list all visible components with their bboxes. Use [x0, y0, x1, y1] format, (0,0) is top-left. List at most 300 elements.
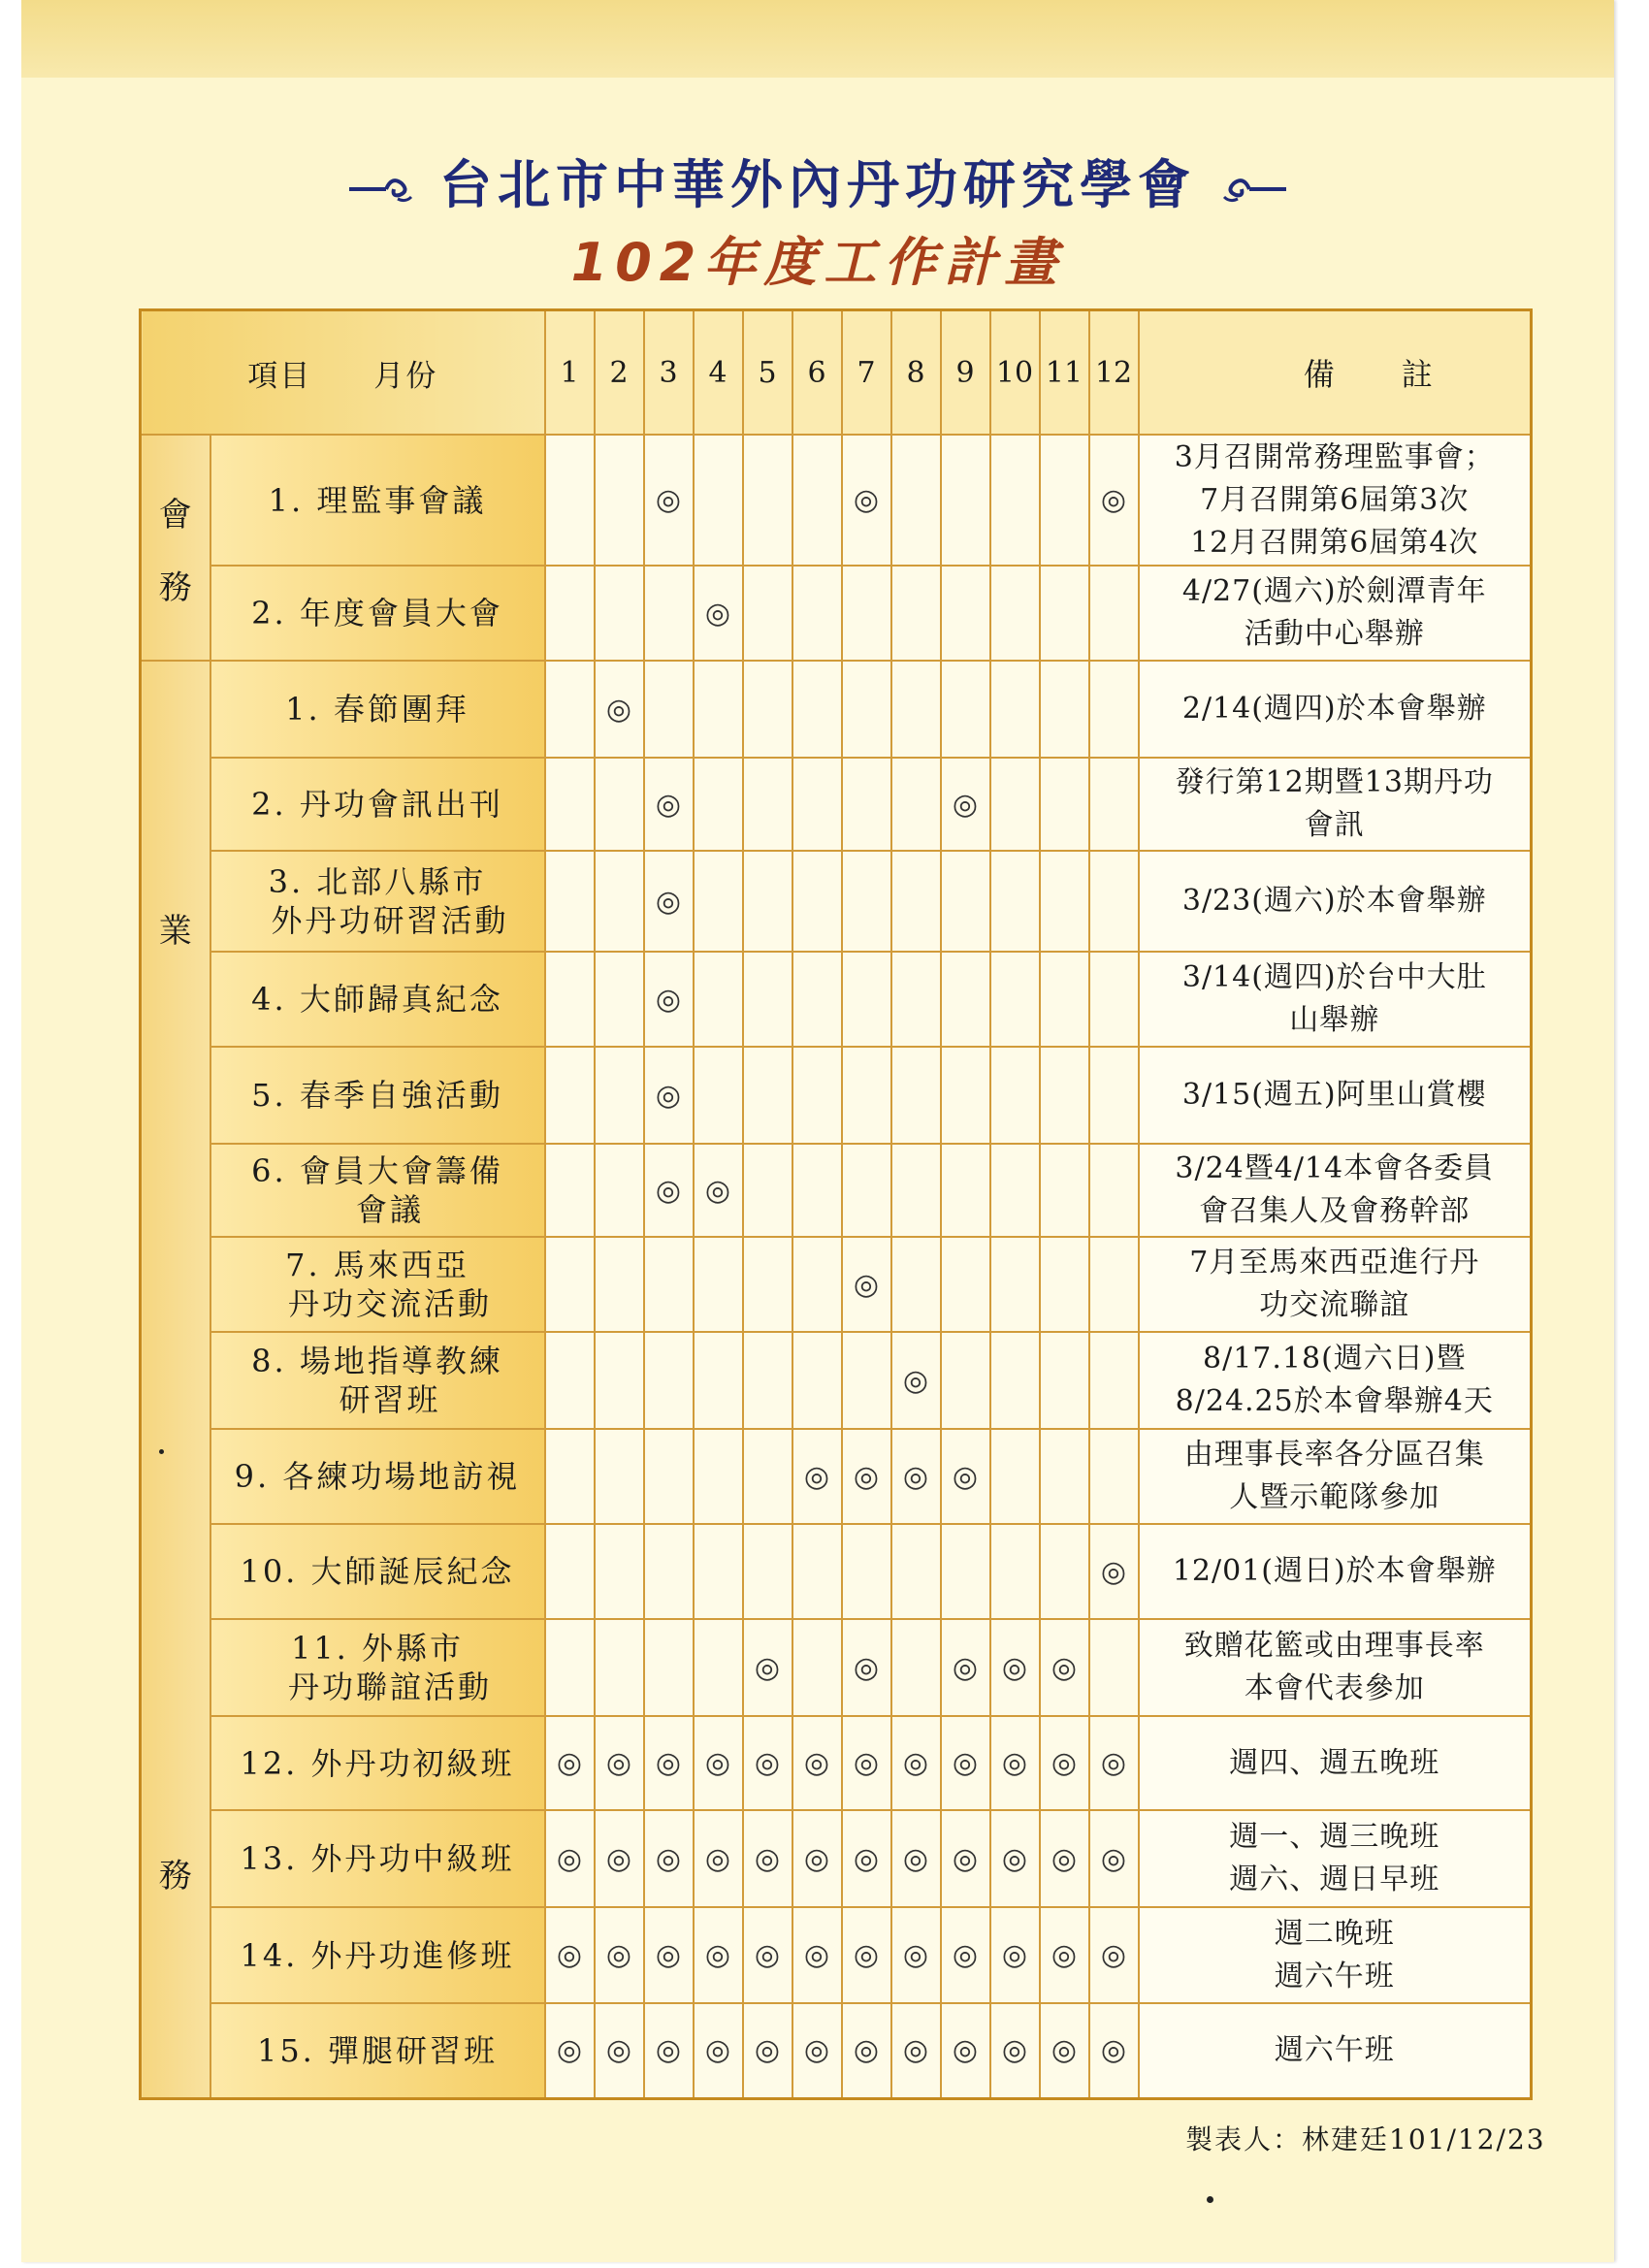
- month-cell-8: [891, 1619, 941, 1716]
- month-cell-5: [743, 1144, 792, 1237]
- month-cell-3: [644, 1810, 694, 1907]
- month-cell-9: [941, 1524, 990, 1619]
- month-cell-4: [694, 1716, 743, 1810]
- note-line: 功交流聯誼: [1259, 1288, 1410, 1322]
- schedule-mark: ◎: [655, 483, 682, 517]
- month-cell-3: [644, 1047, 694, 1144]
- month-cell-12: [1089, 1429, 1139, 1524]
- month-cell-7: [842, 2003, 891, 2098]
- title-text: 台北市中華外內丹功研究學會: [439, 154, 1196, 215]
- month-cell-2: [595, 1716, 644, 1810]
- month-cell-7: [842, 758, 891, 851]
- month-cell-1: [545, 758, 595, 851]
- month-cell-9: [941, 2003, 990, 2098]
- schedule-mark: ◎: [803, 1841, 830, 1876]
- table-row: [141, 2003, 1532, 2098]
- schedule-mark: ◎: [655, 884, 682, 919]
- note-cell: [1139, 1144, 1532, 1237]
- month-cell-9: [941, 661, 990, 758]
- schedule-mark: ◎: [1100, 1938, 1127, 1972]
- month-cell-3: [644, 435, 694, 566]
- note-cell: [1139, 566, 1532, 661]
- schedule-mark: ◎: [1051, 2033, 1078, 2068]
- schedule-mark: ◎: [902, 1938, 929, 1972]
- month-cell-12: [1089, 1524, 1139, 1619]
- month-cell-2: [595, 2003, 644, 2098]
- month-cell-5: [743, 1907, 792, 2003]
- table-row: [141, 1907, 1532, 2003]
- category-huiwu: [141, 435, 210, 661]
- table-maker: 製表人：林建廷101/12/23: [1185, 2123, 1546, 2155]
- item-label-line: 1. 理監事會議: [268, 481, 487, 519]
- month-cell-8: [891, 566, 941, 661]
- schedule-mark: ◎: [655, 787, 682, 822]
- month-cell-10: [990, 2003, 1040, 2098]
- month-cell-7: [842, 1810, 891, 1907]
- document-title: [21, 144, 1614, 218]
- speck-mark: [1207, 2196, 1213, 2203]
- month-cell-11: [1040, 1810, 1089, 1907]
- month-cell-10: [990, 1429, 1040, 1524]
- month-cell-6: [792, 1810, 842, 1907]
- work-plan-body: [141, 435, 1532, 2098]
- item-label-line: 13. 外丹功中級班: [240, 1840, 515, 1877]
- schedule-mark: ◎: [1001, 1841, 1028, 1876]
- table-row: [141, 952, 1532, 1047]
- month-cell-8: [891, 661, 941, 758]
- month-cell-8: [891, 851, 941, 952]
- month-cell-7: [842, 851, 891, 952]
- month-cell-5: [743, 1716, 792, 1810]
- table-row: [141, 1619, 1532, 1716]
- schedule-mark: ◎: [803, 2033, 830, 2068]
- note-line: 本會代表參加: [1244, 1671, 1425, 1705]
- item-label-line: 丹功聯誼活動: [287, 1669, 492, 1705]
- month-cell-8: [891, 2003, 941, 2098]
- table-row: [141, 851, 1532, 952]
- schedule-mark: ◎: [605, 1841, 632, 1876]
- month-cell-8: [891, 1716, 941, 1810]
- month-cell-12: [1089, 435, 1139, 566]
- month-cell-7: [842, 1907, 891, 2003]
- month-cell-10: [990, 1619, 1040, 1716]
- schedule-mark: ◎: [556, 2033, 583, 2068]
- month-cell-6: [792, 2003, 842, 2098]
- month-cell-3: [644, 758, 694, 851]
- month-cell-2: [595, 1907, 644, 2003]
- schedule-mark: ◎: [952, 787, 979, 822]
- month-cell-5: [743, 1429, 792, 1524]
- month-cell-8: [891, 1524, 941, 1619]
- month-cell-9: [941, 1429, 990, 1524]
- month-cell-3: [644, 566, 694, 661]
- month-cell-1: [545, 1429, 595, 1524]
- schedule-mark: ◎: [754, 2033, 781, 2068]
- schedule-mark: ◎: [853, 1746, 880, 1780]
- header-month-9: 9: [941, 310, 990, 436]
- note-cell: [1139, 661, 1532, 758]
- table-row: [141, 661, 1532, 758]
- item-label: [210, 1237, 545, 1332]
- schedule-mark: ◎: [952, 1650, 979, 1685]
- schedule-mark: ◎: [605, 1746, 632, 1780]
- month-cell-10: [990, 952, 1040, 1047]
- note-line: 7月召開第6屆第3次: [1200, 482, 1470, 517]
- month-cell-12: [1089, 851, 1139, 952]
- schedule-mark: ◎: [803, 1459, 830, 1494]
- note-line: 8/24.25於本會舉辦4天: [1175, 1384, 1494, 1418]
- month-cell-1: [545, 1907, 595, 2003]
- month-cell-6: [792, 1429, 842, 1524]
- month-cell-3: [644, 1716, 694, 1810]
- month-cell-2: [595, 758, 644, 851]
- month-cell-6: [792, 1619, 842, 1716]
- note-cell: [1139, 1716, 1532, 1810]
- schedule-mark: ◎: [853, 1650, 880, 1685]
- month-cell-4: [694, 1429, 743, 1524]
- schedule-mark: ◎: [704, 2033, 731, 2068]
- month-cell-7: [842, 1429, 891, 1524]
- month-cell-4: [694, 952, 743, 1047]
- month-cell-11: [1040, 1619, 1089, 1716]
- item-label: [210, 1907, 545, 2003]
- item-label-line: 7. 馬來西亞: [285, 1247, 469, 1283]
- month-cell-4: [694, 1907, 743, 2003]
- item-label-line: 外丹功研習活動: [271, 902, 509, 939]
- header-item-label: 項目: [247, 358, 312, 394]
- month-cell-7: [842, 1047, 891, 1144]
- month-cell-10: [990, 1810, 1040, 1907]
- month-cell-4: [694, 1144, 743, 1237]
- month-cell-1: [545, 1524, 595, 1619]
- note-cell: [1139, 851, 1532, 952]
- month-cell-5: [743, 1619, 792, 1716]
- schedule-mark: ◎: [1001, 1746, 1028, 1780]
- month-cell-6: [792, 1524, 842, 1619]
- category-yewu: [141, 661, 210, 2098]
- month-cell-1: [545, 1237, 595, 1332]
- schedule-mark: ◎: [902, 1459, 929, 1494]
- month-cell-2: [595, 1332, 644, 1429]
- month-cell-3: [644, 1619, 694, 1716]
- note-cell: [1139, 1429, 1532, 1524]
- month-cell-11: [1040, 1332, 1089, 1429]
- schedule-mark: ◎: [655, 1938, 682, 1972]
- month-cell-2: [595, 1047, 644, 1144]
- table-row: [141, 1716, 1532, 1810]
- item-label-line: 5. 春季自強活動: [251, 1077, 503, 1114]
- schedule-mark: ◎: [853, 2033, 880, 2068]
- month-cell-4: [694, 1047, 743, 1144]
- category-char: 務: [158, 1857, 192, 1895]
- note-cell: [1139, 435, 1532, 566]
- month-cell-9: [941, 566, 990, 661]
- note-cell: [1139, 2003, 1532, 2098]
- month-cell-7: [842, 1237, 891, 1332]
- note-line: 3/15(週五)阿里山賞櫻: [1181, 1078, 1487, 1112]
- table-row: [141, 1332, 1532, 1429]
- schedule-mark: ◎: [1100, 1746, 1127, 1780]
- schedule-mark: ◎: [655, 2033, 682, 2068]
- month-cell-1: [545, 1332, 595, 1429]
- category-char: 業: [158, 912, 192, 951]
- schedule-mark: ◎: [853, 1938, 880, 1972]
- note-line: 12/01(週日)於本會舉辦: [1172, 1554, 1497, 1588]
- month-cell-9: [941, 1047, 990, 1144]
- month-cell-9: [941, 1907, 990, 2003]
- schedule-mark: ◎: [704, 1841, 731, 1876]
- month-cell-1: [545, 952, 595, 1047]
- month-cell-7: [842, 1524, 891, 1619]
- table-row: [141, 1047, 1532, 1144]
- schedule-mark: ◎: [952, 1459, 979, 1494]
- month-cell-4: [694, 1332, 743, 1429]
- month-cell-12: [1089, 1716, 1139, 1810]
- item-label-line: 14. 外丹功進修班: [240, 1936, 515, 1974]
- month-cell-8: [891, 952, 941, 1047]
- month-cell-10: [990, 661, 1040, 758]
- month-cell-4: [694, 758, 743, 851]
- month-cell-7: [842, 1716, 891, 1810]
- month-cell-3: [644, 1237, 694, 1332]
- note-cell: [1139, 952, 1532, 1047]
- month-cell-1: [545, 566, 595, 661]
- table-row: [141, 1144, 1532, 1237]
- note-line: 週二晚班: [1274, 1916, 1395, 1951]
- month-cell-1: [545, 2003, 595, 2098]
- month-cell-6: [792, 1907, 842, 2003]
- item-label-line: 2. 丹功會訊出刊: [251, 786, 503, 823]
- month-cell-2: [595, 952, 644, 1047]
- schedule-mark: ◎: [853, 483, 880, 517]
- schedule-mark: ◎: [952, 1938, 979, 1972]
- schedule-mark: ◎: [1001, 1650, 1028, 1685]
- header-month-4: 4: [694, 310, 743, 436]
- month-cell-9: [941, 1144, 990, 1237]
- month-cell-12: [1089, 1810, 1139, 1907]
- schedule-mark: ◎: [704, 596, 731, 631]
- schedule-mark: ◎: [1051, 1650, 1078, 1685]
- month-cell-3: [644, 1429, 694, 1524]
- month-cell-10: [990, 1237, 1040, 1332]
- schedule-mark: ◎: [853, 1459, 880, 1494]
- month-cell-12: [1089, 952, 1139, 1047]
- item-label: [210, 435, 545, 566]
- month-cell-5: [743, 2003, 792, 2098]
- note-cell: [1139, 1619, 1532, 1716]
- month-cell-6: [792, 1144, 842, 1237]
- item-label: [210, 1047, 545, 1144]
- note-line: 週六、週日早班: [1229, 1863, 1440, 1896]
- schedule-mark: ◎: [1051, 1841, 1078, 1876]
- month-cell-10: [990, 435, 1040, 566]
- schedule-mark: ◎: [902, 1746, 929, 1780]
- table-row: [141, 435, 1532, 566]
- month-cell-5: [743, 661, 792, 758]
- note-line: 週六午班: [1274, 2032, 1395, 2067]
- month-cell-11: [1040, 1237, 1089, 1332]
- table-row: [141, 758, 1532, 851]
- month-cell-11: [1040, 1429, 1089, 1524]
- month-cell-1: [545, 661, 595, 758]
- month-cell-8: [891, 758, 941, 851]
- item-label: [210, 952, 545, 1047]
- note-line: 致贈花籃或由理事長率: [1183, 1629, 1485, 1663]
- item-label: [210, 1810, 545, 1907]
- schedule-mark: ◎: [1001, 2033, 1028, 2068]
- month-cell-3: [644, 1524, 694, 1619]
- month-cell-8: [891, 1047, 941, 1144]
- month-cell-4: [694, 1810, 743, 1907]
- schedule-mark: ◎: [1051, 1938, 1078, 1972]
- item-label: [210, 758, 545, 851]
- schedule-mark: ◎: [655, 982, 682, 1017]
- month-cell-11: [1040, 1524, 1089, 1619]
- month-cell-2: [595, 1524, 644, 1619]
- month-cell-12: [1089, 566, 1139, 661]
- item-label: [210, 1429, 545, 1524]
- item-label-line: 11. 外縣市: [290, 1630, 465, 1667]
- schedule-mark: ◎: [1100, 483, 1127, 517]
- month-cell-8: [891, 1429, 941, 1524]
- month-cell-7: [842, 1144, 891, 1237]
- schedule-mark: ◎: [754, 1746, 781, 1780]
- note-cell: [1139, 1047, 1532, 1144]
- schedule-mark: ◎: [1100, 1554, 1127, 1589]
- header-month-1: 1: [545, 310, 595, 436]
- item-label: [210, 1716, 545, 1810]
- speck-mark: [159, 1449, 164, 1454]
- schedule-mark: ◎: [754, 1841, 781, 1876]
- month-cell-8: [891, 435, 941, 566]
- month-cell-8: [891, 1810, 941, 1907]
- item-label-line: 9. 各練功場地訪視: [234, 1458, 521, 1495]
- month-cell-4: [694, 851, 743, 952]
- item-label-line: 4. 大師歸真紀念: [251, 981, 503, 1018]
- month-cell-11: [1040, 661, 1089, 758]
- month-cell-6: [792, 435, 842, 566]
- cloud-ornament-right-icon: [1220, 172, 1288, 205]
- month-cell-9: [941, 1332, 990, 1429]
- note-line: 7月至馬來西亞進行丹: [1189, 1246, 1480, 1280]
- schedule-mark: ◎: [605, 692, 632, 727]
- month-cell-11: [1040, 435, 1089, 566]
- header-row: [141, 310, 1532, 436]
- header-month-5: 5: [743, 310, 792, 436]
- note-line: 3/14(週四)於台中大肚: [1181, 960, 1487, 994]
- header-note: [1139, 310, 1532, 436]
- month-cell-3: [644, 952, 694, 1047]
- category-char: 務: [158, 567, 192, 607]
- document-page: [21, 0, 1614, 2262]
- item-label-line: 1. 春節團拜: [285, 691, 469, 728]
- month-cell-8: [891, 1907, 941, 2003]
- schedule-mark: ◎: [556, 1938, 583, 1972]
- month-cell-12: [1089, 1619, 1139, 1716]
- month-cell-7: [842, 952, 891, 1047]
- month-cell-3: [644, 661, 694, 758]
- month-cell-12: [1089, 1332, 1139, 1429]
- item-label-line: 3. 北部八縣市: [268, 863, 487, 900]
- item-label: [210, 661, 545, 758]
- month-cell-9: [941, 435, 990, 566]
- schedule-mark: ◎: [655, 1078, 682, 1113]
- header-month-3: 3: [644, 310, 694, 436]
- month-cell-7: [842, 566, 891, 661]
- note-line: 會召集人及會務幹部: [1199, 1194, 1471, 1228]
- note-cell: [1139, 758, 1532, 851]
- month-cell-6: [792, 1237, 842, 1332]
- month-cell-10: [990, 851, 1040, 952]
- month-cell-5: [743, 952, 792, 1047]
- header-month-2: 2: [595, 310, 644, 436]
- note-line: 12月召開第6屆第4次: [1190, 525, 1479, 560]
- month-cell-8: [891, 1332, 941, 1429]
- month-cell-3: [644, 1907, 694, 2003]
- month-cell-2: [595, 1237, 644, 1332]
- note-cell: [1139, 1810, 1532, 1907]
- month-cell-5: [743, 1237, 792, 1332]
- table-row: [141, 566, 1532, 661]
- item-label-line: 2. 年度會員大會: [251, 595, 503, 632]
- month-cell-9: [941, 1810, 990, 1907]
- schedule-mark: ◎: [605, 1938, 632, 1972]
- month-cell-12: [1089, 1907, 1139, 2003]
- month-cell-12: [1089, 1047, 1139, 1144]
- item-label-line: 研習班: [339, 1381, 441, 1418]
- month-cell-7: [842, 1619, 891, 1716]
- item-label: [210, 2003, 545, 2098]
- month-cell-8: [891, 1144, 941, 1237]
- month-cell-5: [743, 851, 792, 952]
- schedule-mark: ◎: [853, 1841, 880, 1876]
- month-cell-12: [1089, 661, 1139, 758]
- schedule-mark: ◎: [754, 1938, 781, 1972]
- month-cell-4: [694, 435, 743, 566]
- schedule-mark: ◎: [754, 1650, 781, 1685]
- month-cell-2: [595, 1810, 644, 1907]
- month-cell-1: [545, 435, 595, 566]
- item-label: [210, 1524, 545, 1619]
- month-cell-5: [743, 435, 792, 566]
- month-cell-9: [941, 1619, 990, 1716]
- month-cell-11: [1040, 851, 1089, 952]
- header-month-7: 7: [842, 310, 891, 436]
- month-cell-2: [595, 435, 644, 566]
- month-cell-3: [644, 851, 694, 952]
- month-cell-5: [743, 1524, 792, 1619]
- header-month-12: 12: [1089, 310, 1139, 436]
- item-label: [210, 566, 545, 661]
- note-cell: [1139, 1524, 1532, 1619]
- month-cell-1: [545, 1716, 595, 1810]
- month-cell-8: [891, 1237, 941, 1332]
- month-cell-6: [792, 851, 842, 952]
- month-cell-2: [595, 661, 644, 758]
- month-cell-6: [792, 1047, 842, 1144]
- note-line: 週六午班: [1274, 1959, 1395, 1993]
- month-cell-10: [990, 1524, 1040, 1619]
- header-month-label: 月份: [373, 358, 438, 394]
- note-cell: [1139, 1332, 1532, 1429]
- item-label-line: 10. 大師誕辰紀念: [240, 1553, 515, 1590]
- category-char: 會: [158, 495, 192, 535]
- month-cell-5: [743, 566, 792, 661]
- note-line: 週一、週三晚班: [1229, 1820, 1440, 1854]
- month-cell-12: [1089, 758, 1139, 851]
- schedule-mark: ◎: [1100, 1841, 1127, 1876]
- note-line: 會訊: [1304, 808, 1365, 842]
